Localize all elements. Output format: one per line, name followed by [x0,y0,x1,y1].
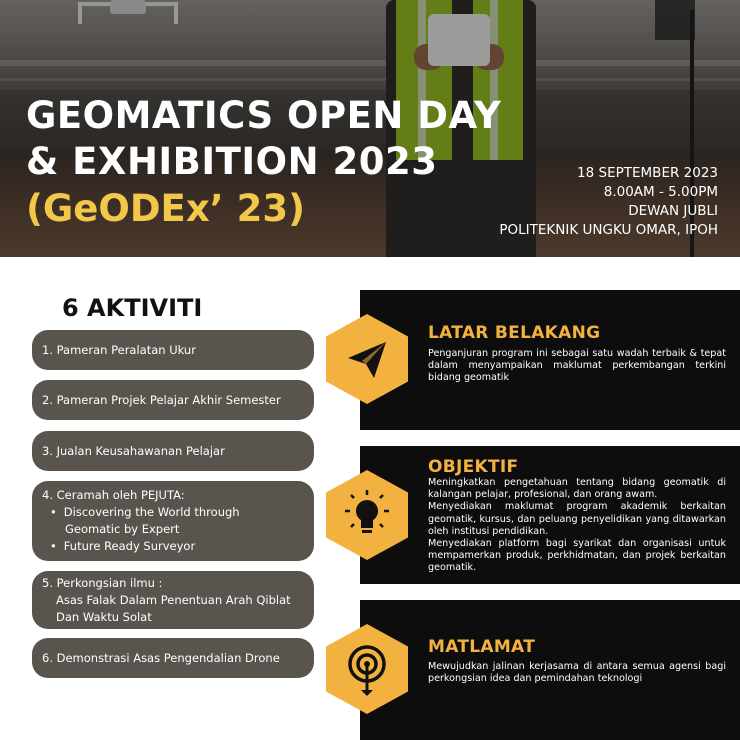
hero-banner [0,0,740,257]
objektif-paragraph: Menyediakan maklumat program akademik berkaitan geomatik, kursus, dan peluang penyelidikan yang ditawarkan oleh institusi pendidikan. [428,501,726,537]
activity-label: 5. Perkongsian ilmu : [42,575,163,590]
matlamat-paragraph: Mewujudkan jalinan kerjasama di antara semua agensi bagi perkongsian idea dan pemindahan teknologi [428,661,726,685]
activity-item [32,330,314,370]
lightbulb-icon [326,470,408,560]
event-title-line1: GEOMATICS OPEN DAY [26,94,502,137]
activity-label: 1. Pameran Peralatan Ukur [42,342,196,357]
paper-plane-icon [326,314,408,404]
latar-belakang-paragraph: Penganjuran program ini sebagai satu wadah terbaik & tepat dalam menyampaikan maklumat perkembangan terkini bidang geomatik [428,348,726,384]
activity-label: 4. Ceramah oleh PEJUTA: [42,488,185,502]
latar-belakang-title: LATAR BELAKANG [428,323,601,343]
activity-label: 6. Demonstrasi Asas Pengendalian Drone [42,650,280,665]
activity-item [32,481,314,561]
event-venue: DEWAN JUBLI [628,203,718,219]
matlamat-title: MATLAMAT [428,637,536,657]
activity-label: 3. Jualan Keusahawanan Pelajar [42,443,225,458]
objektif-title: OBJEKTIF [428,457,519,477]
activity-sub-line: Asas Falak Dalam Penentuan Arah Qiblat [56,592,291,607]
event-date: 18 SEPTEMBER 2023 [577,165,718,181]
activity-item [32,431,314,471]
latar-belakang-text [428,348,726,385]
event-details [499,164,718,240]
event-time: 8.00AM - 5.00PM [603,184,718,200]
activities-heading: 6 AKTIVITI [62,294,203,322]
activity-item [32,638,314,678]
objektif-paragraph: Meningkatkan pengetahuan tentang bidang geomatik di kalangan pelajar, profesional, dan orang awam. [428,477,726,501]
event-institution: POLITEKNIK UNGKU OMAR, IPOH [499,222,718,238]
objektif-paragraph: Menyediakan platform bagi syarikat dan organisasi untuk mempamerkan produk, perkhidmatan, dan projek berkaitan geomatik. [428,538,726,574]
target-icon [326,624,408,714]
activity-bullet: • Future Ready Surveyor [42,538,304,555]
activity-item [32,380,314,420]
event-acronym: (GeODEx’ 23) [26,187,306,230]
objektif-text [428,477,726,575]
activity-sub-line: Dan Waktu Solat [56,609,152,624]
activity-bullet: • Discovering the World through [42,504,304,521]
activity-label: 2. Pameran Projek Pelajar Akhir Semester [42,392,281,407]
event-title-line2: & EXHIBITION 2023 [26,140,438,183]
activity-item [32,571,314,629]
matlamat-text [428,661,726,685]
activity-bullet-continued: Geomatic by Expert [65,522,180,536]
